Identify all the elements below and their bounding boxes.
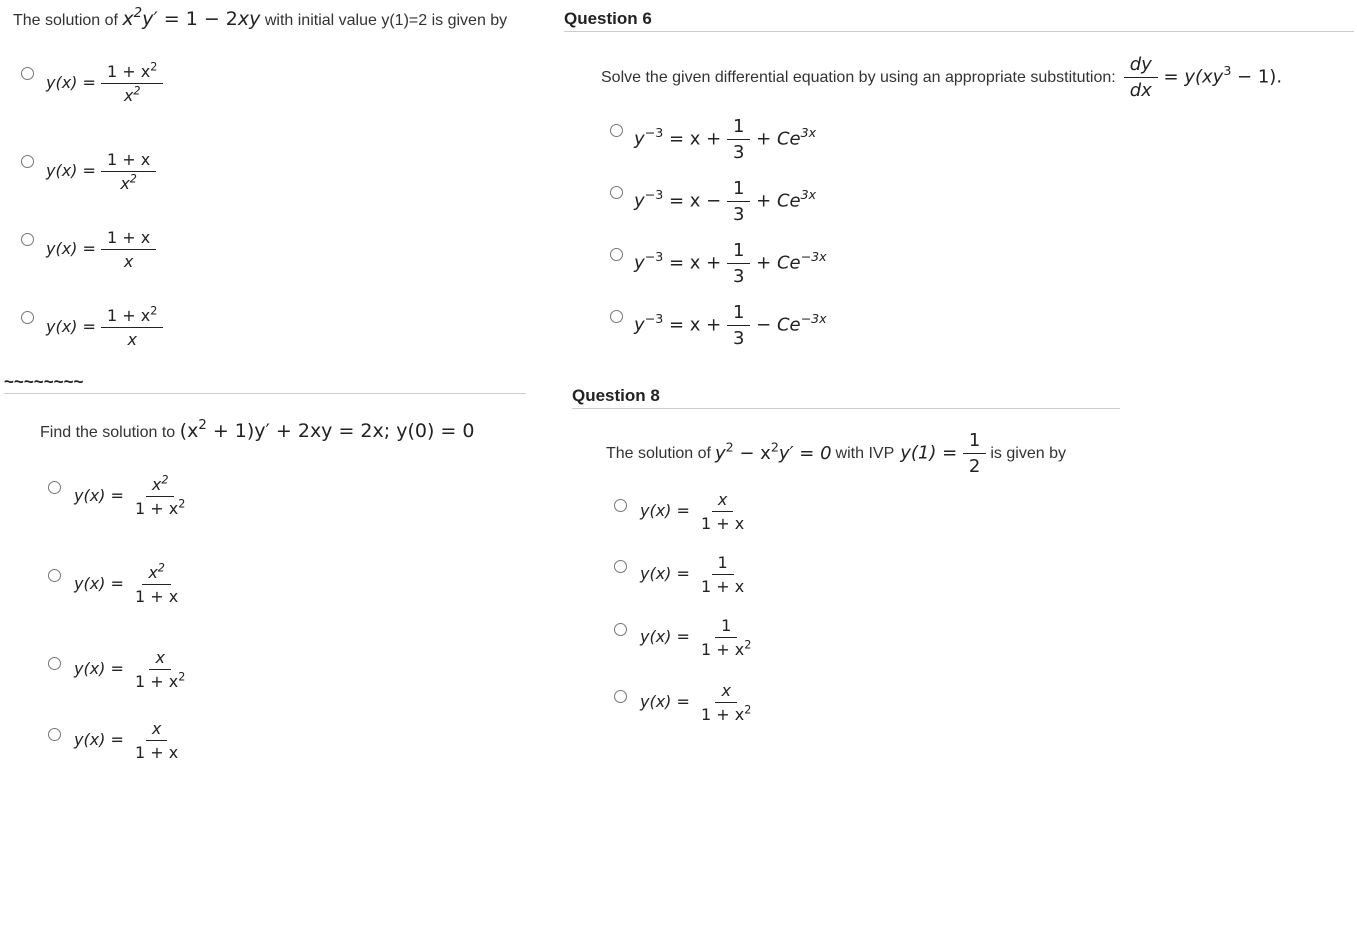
q6-title-rule	[564, 31, 1354, 32]
denominator: 1 + x	[135, 743, 179, 762]
q6-option-1-formula: $y^{-3} = x$ + $\frac{1}{3}$ + $Ce^{3x}$	[634, 116, 817, 163]
q7-equation: $(x^2 + 1)y' + 2xy = 2x$; y(0) = 0	[179, 418, 475, 442]
q5-option-1-formula: y(x) = $\frac{1 + x^2}{x^2}$	[46, 62, 163, 105]
numerator: x	[146, 719, 167, 741]
q6-question-text: Solve the given differential equation by using an appropriate substitution: $\frac{dy}{dx}$ = $y(xy^3 - 1)$.	[601, 54, 1283, 101]
q7-option-2-formula: y(x) = $\frac{x^2}{1 + x}$	[74, 563, 184, 606]
q8-question-text: The solution of $y^2 - x^2y' = 0$ with IVP y(1) = $\frac{1}{2}$ is given by	[606, 430, 1066, 477]
q8-ivp: y(1) = $\frac{1}{2}$	[900, 430, 986, 477]
q7-option-1-radio[interactable]	[48, 481, 61, 494]
q7-option-4-formula: y(x) = $\frac{x}{1 + x}$	[74, 719, 184, 762]
numerator: x	[715, 681, 736, 703]
numerator: $x^2$	[146, 475, 175, 497]
denominator: 1 + x	[701, 577, 745, 596]
numerator: $1 + x^2$	[101, 306, 163, 328]
q8-option-3-radio[interactable]	[614, 623, 627, 636]
q7-option-2-radio[interactable]	[48, 569, 61, 582]
q5-option-2-formula: y(x) = $\frac{1 + x}{x^2}$	[46, 150, 156, 193]
q7-question-text: Find the solution to $(x^2 + 1)y' + 2xy = 2x$; y(0) = 0	[40, 418, 475, 442]
denominator: $1 + x^2$	[701, 703, 752, 724]
q7-option-3-radio[interactable]	[48, 657, 61, 670]
numerator: 1 + x	[101, 150, 156, 172]
q5-option-3-radio[interactable]	[21, 233, 34, 246]
q8-option-2-formula: y(x) = $\frac{1}{1 + x}$	[640, 553, 750, 596]
q6-equation: $\frac{dy}{dx}$ = $y(xy^3 - 1)$.	[1124, 54, 1282, 101]
q6-option-3-radio[interactable]	[610, 248, 623, 261]
q5-equation: $x^2y' = 1 - 2xy$	[122, 6, 261, 30]
q7-option-3-formula: y(x) = $\frac{x}{1 + x^2}$	[74, 648, 191, 691]
q6-option-1-radio[interactable]	[610, 124, 623, 137]
q8-option-1-radio[interactable]	[614, 499, 627, 512]
denominator: x	[123, 252, 134, 271]
denominator: $x^2$	[120, 172, 137, 193]
q7-title-cutoff: ~~~~~~~~	[4, 372, 84, 391]
denominator: x	[127, 330, 137, 349]
numerator: 1 + x	[101, 228, 156, 250]
q6-option-2-formula: $y^{-3} = x$ − $\frac{1}{3}$ + $Ce^{3x}$	[634, 178, 817, 225]
q8-option-1-formula: y(x) = $\frac{x}{1 + x}$	[640, 490, 750, 533]
q5-option-1-radio[interactable]	[21, 67, 34, 80]
numerator: x	[712, 490, 733, 512]
numerator: $x^2$	[142, 563, 171, 585]
q7-title-rule	[4, 393, 526, 394]
q6-option-4-formula: $y^{-3} = x$ + $\frac{1}{3}$ − $Ce^{-3x}$	[634, 302, 827, 349]
q6-option-4-radio[interactable]	[610, 310, 623, 323]
denominator: 1 + x	[135, 587, 179, 606]
q6-option-3-formula: $y^{-3} = x$ + $\frac{1}{3}$ + $Ce^{-3x}$	[634, 240, 827, 287]
q8-option-4-radio[interactable]	[614, 690, 627, 703]
q7-option-1-formula: y(x) = $\frac{x^2}{1 + x^2}$	[74, 475, 191, 518]
numerator: 1	[715, 616, 737, 638]
q5-option-2-radio[interactable]	[21, 155, 34, 168]
q6-title: Question 6	[564, 9, 652, 28]
denominator: $x^2$	[123, 84, 141, 105]
denominator: 1 + x	[701, 514, 745, 533]
q8-option-2-radio[interactable]	[614, 560, 627, 573]
q8-option-3-formula: y(x) = $\frac{1}{1 + x^2}$	[640, 616, 757, 659]
numerator: x	[149, 648, 170, 670]
numerator: 1	[712, 553, 734, 575]
q5-option-4-formula: y(x) = $\frac{1 + x^2}{x}$	[46, 306, 163, 349]
q8-equation: $y^2 - x^2y' = 0$	[714, 439, 832, 464]
q5-question-text: The solution of $x^2y' = 1 - 2xy$ with initial value y(1)=2 is given by	[13, 6, 508, 30]
denominator: $1 + x^2$	[701, 638, 752, 659]
denominator: $1 + x^2$	[135, 497, 186, 518]
q8-title-rule	[572, 408, 1120, 409]
q5-option-4-radio[interactable]	[21, 311, 34, 324]
q8-title: Question 8	[572, 386, 660, 405]
numerator: $1 + x^2$	[101, 62, 163, 84]
q7-option-4-radio[interactable]	[48, 728, 61, 741]
q5-option-3-formula: y(x) = $\frac{1 + x}{x}$	[46, 228, 156, 271]
q6-option-2-radio[interactable]	[610, 186, 623, 199]
denominator: $1 + x^2$	[135, 670, 186, 691]
q8-option-4-formula: y(x) = $\frac{x}{1 + x^2}$	[640, 681, 757, 724]
